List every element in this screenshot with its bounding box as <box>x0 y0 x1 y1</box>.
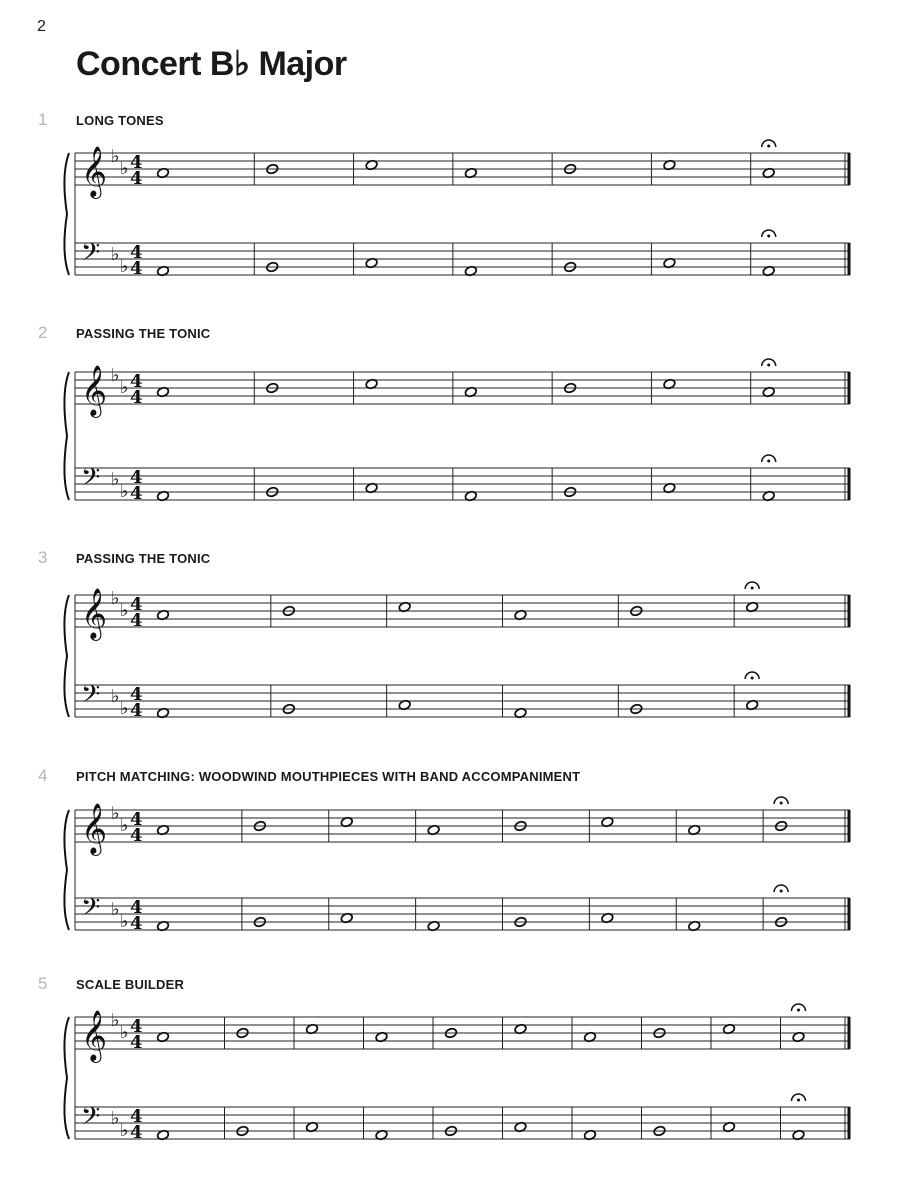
exercise-title: PASSING THE TONIC <box>76 551 211 566</box>
exercise-title: PITCH MATCHING: WOODWIND MOUTHPIECES WITH BAND ACCOMPANIMENT <box>76 769 581 784</box>
flat-sign-icon: ♭ <box>120 600 129 621</box>
brace-icon <box>64 372 69 500</box>
treble-clef-icon: 𝄞 <box>81 803 108 854</box>
flat-sign-icon: ♭ <box>111 1108 120 1129</box>
flat-sign-icon: ♭ <box>120 377 129 398</box>
exercise-number: 4 <box>38 766 48 785</box>
time-signature-digit: 4 <box>130 152 143 173</box>
page-number: 2 <box>37 18 46 35</box>
time-signature-digit: 4 <box>130 258 143 279</box>
grand-staff-2 <box>0 350 900 520</box>
exercise-number: 3 <box>38 548 48 567</box>
brace-icon <box>64 810 69 930</box>
exercise-number: 1 <box>38 110 48 129</box>
bass-clef-icon: 𝄢 <box>81 238 101 273</box>
page-title: Concert B♭ Major <box>76 45 347 83</box>
flat-sign-icon: ♭ <box>111 146 120 167</box>
treble-clef-icon: 𝄞 <box>81 365 108 416</box>
fermata-dot <box>767 235 770 238</box>
bass-clef-icon: 𝄢 <box>81 1102 101 1137</box>
time-signature-digit: 4 <box>130 897 143 918</box>
time-signature-digit: 4 <box>130 371 143 392</box>
time-signature-digit: 4 <box>130 1122 143 1143</box>
time-signature-digit: 4 <box>130 610 143 631</box>
time-signature-digit: 4 <box>130 483 143 504</box>
flat-sign-icon: ♭ <box>120 158 129 179</box>
fermata-dot <box>797 1099 800 1102</box>
bass-clef-icon: 𝄢 <box>81 463 101 498</box>
flat-sign-icon: ♭ <box>111 469 120 490</box>
system-5 <box>64 1004 850 1143</box>
exercise-number: 5 <box>38 974 48 993</box>
treble-clef-icon: 𝄞 <box>81 146 108 197</box>
time-signature-digit: 4 <box>130 467 143 488</box>
bass-clef-icon: 𝄢 <box>81 893 101 928</box>
flat-sign-icon: ♭ <box>111 803 120 824</box>
system-4 <box>64 797 850 934</box>
flat-sign-icon: ♭ <box>120 698 129 719</box>
time-signature-digit: 4 <box>130 700 143 721</box>
grand-staff-5 <box>0 995 900 1165</box>
exercise-number: 2 <box>38 323 48 342</box>
time-signature-digit: 4 <box>130 1106 143 1127</box>
grand-staff-1 <box>0 135 900 285</box>
system-3 <box>64 582 850 721</box>
bass-clef-icon: 𝄢 <box>81 680 101 715</box>
exercise-title: SCALE BUILDER <box>76 977 185 992</box>
flat-sign-icon: ♭ <box>111 686 120 707</box>
grand-staff-3 <box>0 575 900 740</box>
brace-icon <box>64 595 69 717</box>
system-2 <box>64 359 850 504</box>
system-1 <box>64 140 850 279</box>
flat-sign-icon: ♭ <box>111 899 120 920</box>
flat-sign-icon: ♭ <box>120 1120 129 1141</box>
time-signature-digit: 4 <box>130 1032 143 1053</box>
time-signature-digit: 4 <box>130 825 143 846</box>
flat-sign-icon: ♭ <box>120 1022 129 1043</box>
fermata-dot <box>780 802 783 805</box>
grand-staff-4 <box>0 790 900 950</box>
exercise-title: PASSING THE TONIC <box>76 326 211 341</box>
fermata-dot <box>767 364 770 367</box>
flat-sign-icon: ♭ <box>111 1010 120 1031</box>
exercise-title: LONG TONES <box>76 113 164 128</box>
time-signature-digit: 4 <box>130 242 143 263</box>
fermata-dot <box>751 587 754 590</box>
time-signature-digit: 4 <box>130 809 143 830</box>
flat-sign-icon: ♭ <box>120 911 129 932</box>
treble-clef-icon: 𝄞 <box>81 588 108 639</box>
flat-sign-icon: ♭ <box>120 481 129 502</box>
fermata-dot <box>767 460 770 463</box>
flat-sign-icon: ♭ <box>111 244 120 265</box>
time-signature-digit: 4 <box>130 913 143 934</box>
fermata-dot <box>797 1009 800 1012</box>
time-signature-digit: 4 <box>130 1016 143 1037</box>
fermata-dot <box>780 890 783 893</box>
flat-sign-icon: ♭ <box>120 256 129 277</box>
fermata-dot <box>751 677 754 680</box>
flat-sign-icon: ♭ <box>111 588 120 609</box>
flat-sign-icon: ♭ <box>111 365 120 386</box>
fermata-dot <box>767 145 770 148</box>
brace-icon <box>64 153 69 275</box>
flat-sign-icon: ♭ <box>120 815 129 836</box>
brace-icon <box>64 1017 69 1139</box>
time-signature-digit: 4 <box>130 594 143 615</box>
time-signature-digit: 4 <box>130 387 143 408</box>
treble-clef-icon: 𝄞 <box>81 1010 108 1061</box>
time-signature-digit: 4 <box>130 684 143 705</box>
time-signature-digit: 4 <box>130 168 143 189</box>
